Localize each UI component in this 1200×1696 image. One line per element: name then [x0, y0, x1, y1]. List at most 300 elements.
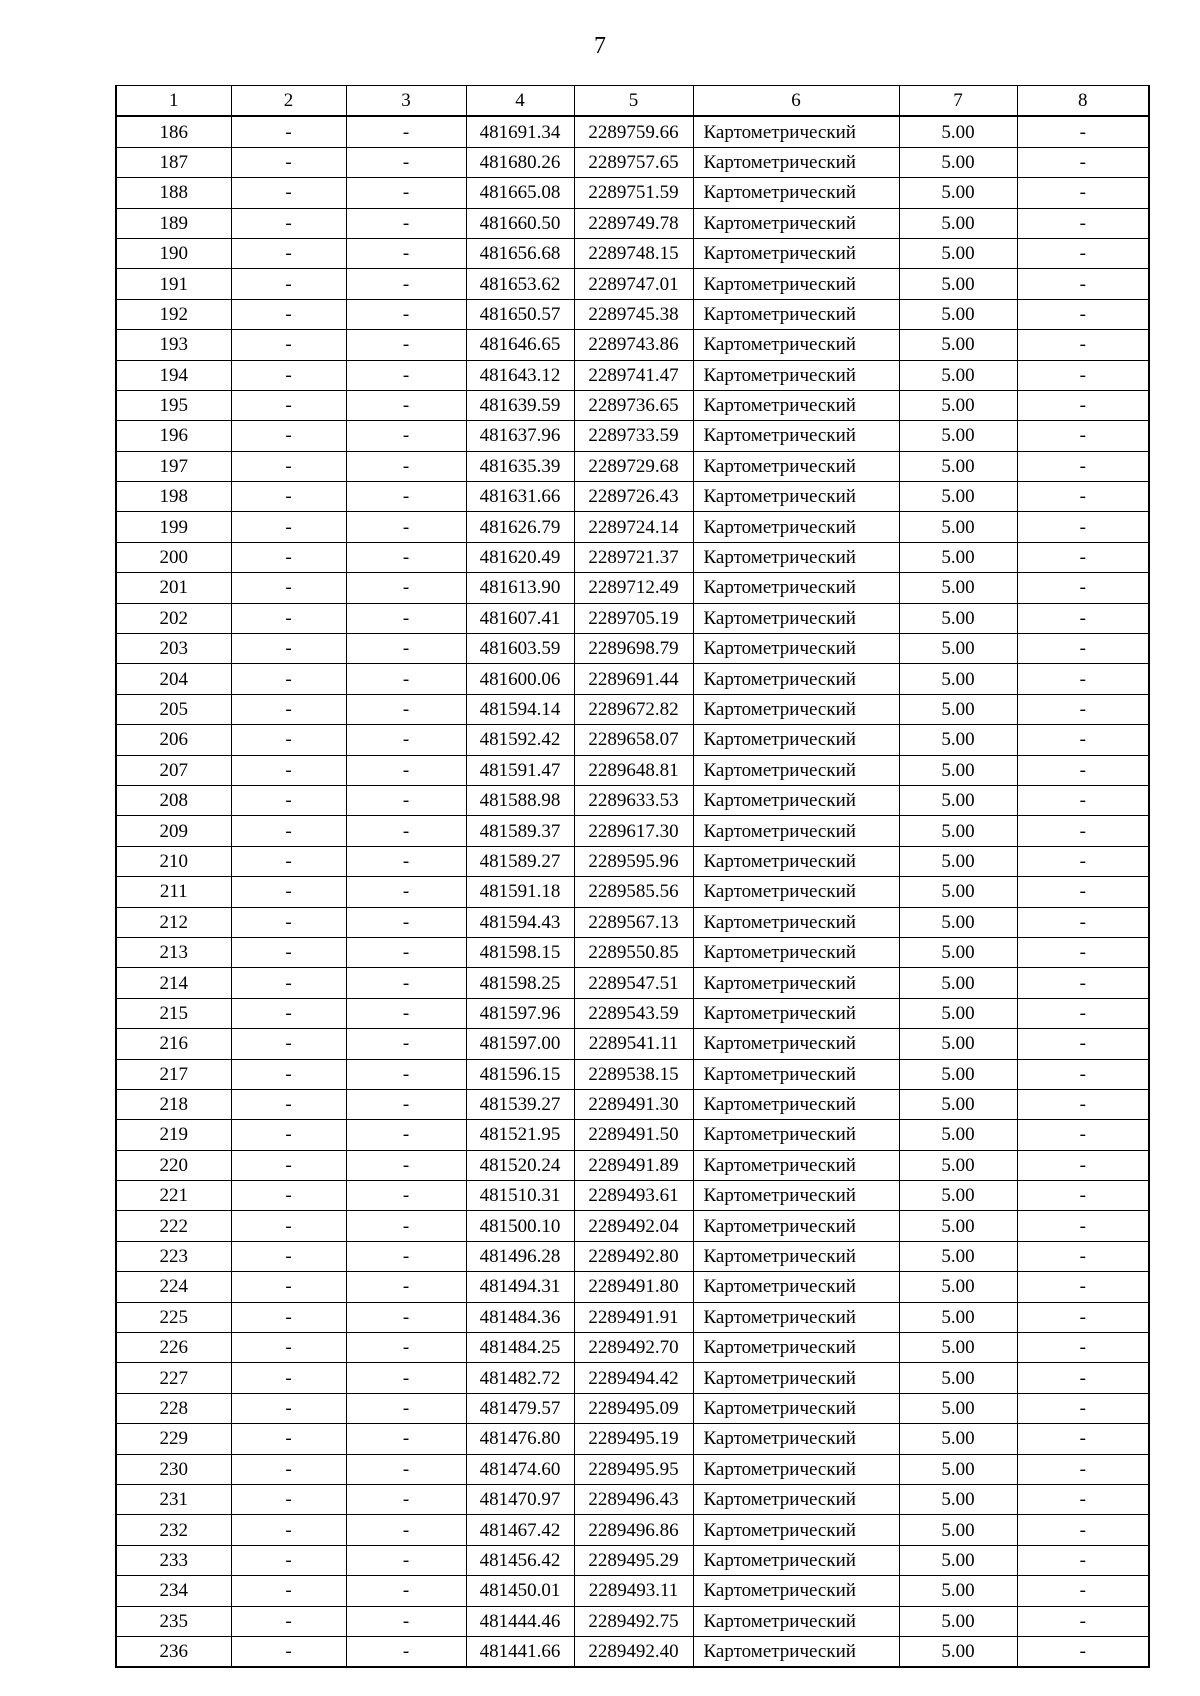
table-row: [116, 1363, 1149, 1393]
y-coordinate-cell: 2289496.86: [574, 1515, 693, 1545]
y-coordinate-cell: 2289495.29: [574, 1545, 693, 1575]
col8-cell: -: [1017, 1241, 1149, 1271]
method-cell: Картометрический: [693, 1241, 899, 1271]
x-coordinate-cell: 481631.66: [466, 482, 574, 512]
x-coordinate-cell: 481596.15: [466, 1059, 574, 1089]
col3-cell: -: [346, 603, 466, 633]
y-coordinate-cell: 2289712.49: [574, 573, 693, 603]
accuracy-cell: 5.00: [899, 573, 1017, 603]
point-number-cell: 207: [116, 755, 231, 785]
accuracy-cell: 5.00: [899, 1333, 1017, 1363]
col8-cell: -: [1017, 208, 1149, 238]
y-coordinate-cell: 2289751.59: [574, 178, 693, 208]
accuracy-cell: 5.00: [899, 1545, 1017, 1575]
accuracy-cell: 5.00: [899, 1181, 1017, 1211]
accuracy-cell: 5.00: [899, 178, 1017, 208]
col2-cell: -: [231, 482, 346, 512]
table-row: [116, 482, 1149, 512]
col2-cell: -: [231, 116, 346, 147]
accuracy-cell: 5.00: [899, 937, 1017, 967]
col3-cell: -: [346, 785, 466, 815]
accuracy-cell: 5.00: [899, 846, 1017, 876]
method-cell: Картометрический: [693, 846, 899, 876]
col3-cell: -: [346, 482, 466, 512]
method-cell: Картометрический: [693, 1089, 899, 1119]
col2-cell: -: [231, 1636, 346, 1667]
col8-cell: -: [1017, 330, 1149, 360]
point-number-cell: 200: [116, 542, 231, 572]
method-cell: Картометрический: [693, 542, 899, 572]
point-number-cell: 221: [116, 1181, 231, 1211]
col2-cell: -: [231, 1424, 346, 1454]
x-coordinate-cell: 481594.14: [466, 694, 574, 724]
x-coordinate-cell: 481680.26: [466, 147, 574, 177]
x-coordinate-cell: 481660.50: [466, 208, 574, 238]
method-cell: Картометрический: [693, 877, 899, 907]
point-number-cell: 195: [116, 390, 231, 420]
point-number-cell: 196: [116, 421, 231, 451]
method-cell: Картометрический: [693, 1484, 899, 1514]
col2-cell: -: [231, 542, 346, 572]
y-coordinate-cell: 2289736.65: [574, 390, 693, 420]
col8-cell: -: [1017, 968, 1149, 998]
col2-cell: -: [231, 512, 346, 542]
point-number-cell: 188: [116, 178, 231, 208]
accuracy-cell: 5.00: [899, 907, 1017, 937]
col8-cell: -: [1017, 1059, 1149, 1089]
method-cell: Картометрический: [693, 1393, 899, 1423]
x-coordinate-cell: 481456.42: [466, 1545, 574, 1575]
table-row: [116, 299, 1149, 329]
col8-cell: -: [1017, 360, 1149, 390]
col3-cell: -: [346, 1393, 466, 1423]
accuracy-cell: 5.00: [899, 816, 1017, 846]
x-coordinate-cell: 481500.10: [466, 1211, 574, 1241]
col2-cell: -: [231, 634, 346, 664]
method-cell: Картометрический: [693, 1150, 899, 1180]
table-row: [116, 907, 1149, 937]
point-number-cell: 229: [116, 1424, 231, 1454]
point-number-cell: 192: [116, 299, 231, 329]
method-cell: Картометрический: [693, 816, 899, 846]
table-row: [116, 1089, 1149, 1119]
point-number-cell: 235: [116, 1606, 231, 1636]
x-coordinate-cell: 481613.90: [466, 573, 574, 603]
x-coordinate-cell: 481494.31: [466, 1272, 574, 1302]
point-number-cell: 216: [116, 1029, 231, 1059]
y-coordinate-cell: 2289491.30: [574, 1089, 693, 1119]
col2-cell: -: [231, 998, 346, 1028]
col2-cell: -: [231, 299, 346, 329]
col3-cell: -: [346, 998, 466, 1028]
point-number-cell: 211: [116, 877, 231, 907]
x-coordinate-cell: 481643.12: [466, 360, 574, 390]
method-cell: Картометрический: [693, 694, 899, 724]
x-coordinate-cell: 481591.47: [466, 755, 574, 785]
point-number-cell: 214: [116, 968, 231, 998]
y-coordinate-cell: 2289658.07: [574, 725, 693, 755]
col3-cell: -: [346, 1424, 466, 1454]
point-number-cell: 217: [116, 1059, 231, 1089]
col2-cell: -: [231, 1302, 346, 1332]
col8-cell: -: [1017, 238, 1149, 268]
method-cell: Картометрический: [693, 147, 899, 177]
col3-cell: -: [346, 1363, 466, 1393]
method-cell: Картометрический: [693, 1181, 899, 1211]
y-coordinate-cell: 2289567.13: [574, 907, 693, 937]
method-cell: Картометрический: [693, 1576, 899, 1606]
y-coordinate-cell: 2289633.53: [574, 785, 693, 815]
col2-cell: -: [231, 1241, 346, 1271]
col2-cell: -: [231, 1363, 346, 1393]
y-coordinate-cell: 2289749.78: [574, 208, 693, 238]
method-cell: Картометрический: [693, 421, 899, 451]
point-number-cell: 220: [116, 1150, 231, 1180]
point-number-cell: 193: [116, 330, 231, 360]
method-cell: Картометрический: [693, 603, 899, 633]
accuracy-cell: 5.00: [899, 1241, 1017, 1271]
col2-cell: -: [231, 330, 346, 360]
table-row: [116, 634, 1149, 664]
accuracy-cell: 5.00: [899, 1211, 1017, 1241]
table-row: [116, 1302, 1149, 1332]
col8-cell: -: [1017, 634, 1149, 664]
point-number-cell: 202: [116, 603, 231, 633]
x-coordinate-cell: 481592.42: [466, 725, 574, 755]
y-coordinate-cell: 2289493.61: [574, 1181, 693, 1211]
table-row: [116, 360, 1149, 390]
y-coordinate-cell: 2289759.66: [574, 116, 693, 147]
col8-cell: -: [1017, 1029, 1149, 1059]
y-coordinate-cell: 2289748.15: [574, 238, 693, 268]
header-cell: 7: [899, 86, 1017, 117]
table-row: [116, 998, 1149, 1028]
point-number-cell: 194: [116, 360, 231, 390]
col2-cell: -: [231, 1150, 346, 1180]
col2-cell: -: [231, 1181, 346, 1211]
point-number-cell: 215: [116, 998, 231, 1028]
table-row: [116, 1120, 1149, 1150]
table-row: [116, 1454, 1149, 1484]
y-coordinate-cell: 2289543.59: [574, 998, 693, 1028]
point-number-cell: 222: [116, 1211, 231, 1241]
col8-cell: -: [1017, 269, 1149, 299]
col3-cell: -: [346, 1515, 466, 1545]
table-row: [116, 147, 1149, 177]
method-cell: Картометрический: [693, 1333, 899, 1363]
col3-cell: -: [346, 451, 466, 481]
point-number-cell: 224: [116, 1272, 231, 1302]
col2-cell: -: [231, 421, 346, 451]
point-number-cell: 208: [116, 785, 231, 815]
x-coordinate-cell: 481597.96: [466, 998, 574, 1028]
y-coordinate-cell: 2289492.04: [574, 1211, 693, 1241]
col8-cell: -: [1017, 573, 1149, 603]
method-cell: Картометрический: [693, 208, 899, 238]
y-coordinate-cell: 2289491.89: [574, 1150, 693, 1180]
accuracy-cell: 5.00: [899, 634, 1017, 664]
header-cell: 1: [116, 86, 231, 117]
col2-cell: -: [231, 360, 346, 390]
table-row: [116, 1059, 1149, 1089]
y-coordinate-cell: 2289491.80: [574, 1272, 693, 1302]
table-row: [116, 1181, 1149, 1211]
col3-cell: -: [346, 573, 466, 603]
point-number-cell: 219: [116, 1120, 231, 1150]
method-cell: Картометрический: [693, 1302, 899, 1332]
col2-cell: -: [231, 269, 346, 299]
col3-cell: -: [346, 208, 466, 238]
col2-cell: -: [231, 1272, 346, 1302]
x-coordinate-cell: 481589.37: [466, 816, 574, 846]
table-row: [116, 390, 1149, 420]
point-number-cell: 190: [116, 238, 231, 268]
col8-cell: -: [1017, 1302, 1149, 1332]
col3-cell: -: [346, 390, 466, 420]
y-coordinate-cell: 2289757.65: [574, 147, 693, 177]
col3-cell: -: [346, 907, 466, 937]
col3-cell: -: [346, 755, 466, 785]
y-coordinate-cell: 2289595.96: [574, 846, 693, 876]
accuracy-cell: 5.00: [899, 603, 1017, 633]
col8-cell: -: [1017, 1363, 1149, 1393]
col8-cell: -: [1017, 1120, 1149, 1150]
col8-cell: -: [1017, 451, 1149, 481]
coordinates-table: [115, 85, 1150, 1668]
x-coordinate-cell: 481588.98: [466, 785, 574, 815]
col2-cell: -: [231, 816, 346, 846]
col8-cell: -: [1017, 816, 1149, 846]
accuracy-cell: 5.00: [899, 238, 1017, 268]
x-coordinate-cell: 481637.96: [466, 421, 574, 451]
table-row: [116, 694, 1149, 724]
col8-cell: -: [1017, 482, 1149, 512]
table-row: [116, 542, 1149, 572]
x-coordinate-cell: 481656.68: [466, 238, 574, 268]
col3-cell: -: [346, 1545, 466, 1575]
accuracy-cell: 5.00: [899, 1302, 1017, 1332]
x-coordinate-cell: 481603.59: [466, 634, 574, 664]
col8-cell: -: [1017, 877, 1149, 907]
accuracy-cell: 5.00: [899, 147, 1017, 177]
col2-cell: -: [231, 1454, 346, 1484]
x-coordinate-cell: 481646.65: [466, 330, 574, 360]
x-coordinate-cell: 481441.66: [466, 1636, 574, 1667]
table-row: [116, 1211, 1149, 1241]
y-coordinate-cell: 2289745.38: [574, 299, 693, 329]
point-number-cell: 199: [116, 512, 231, 542]
table-row: [116, 968, 1149, 998]
point-number-cell: 212: [116, 907, 231, 937]
col2-cell: -: [231, 877, 346, 907]
col3-cell: -: [346, 269, 466, 299]
table-row: [116, 421, 1149, 451]
col3-cell: -: [346, 1576, 466, 1606]
accuracy-cell: 5.00: [899, 1606, 1017, 1636]
table-row: [116, 238, 1149, 268]
col8-cell: -: [1017, 1636, 1149, 1667]
x-coordinate-cell: 481474.60: [466, 1454, 574, 1484]
col8-cell: -: [1017, 299, 1149, 329]
x-coordinate-cell: 481476.80: [466, 1424, 574, 1454]
x-coordinate-cell: 481521.95: [466, 1120, 574, 1150]
accuracy-cell: 5.00: [899, 785, 1017, 815]
col2-cell: -: [231, 725, 346, 755]
accuracy-cell: 5.00: [899, 482, 1017, 512]
table-row: [116, 1545, 1149, 1575]
x-coordinate-cell: 481594.43: [466, 907, 574, 937]
col2-cell: -: [231, 147, 346, 177]
table-row: [116, 816, 1149, 846]
col8-cell: -: [1017, 1576, 1149, 1606]
col2-cell: -: [231, 846, 346, 876]
y-coordinate-cell: 2289495.95: [574, 1454, 693, 1484]
header-cell: 4: [466, 86, 574, 117]
accuracy-cell: 5.00: [899, 1120, 1017, 1150]
point-number-cell: 233: [116, 1545, 231, 1575]
y-coordinate-cell: 2289672.82: [574, 694, 693, 724]
col3-cell: -: [346, 816, 466, 846]
accuracy-cell: 5.00: [899, 877, 1017, 907]
x-coordinate-cell: 481607.41: [466, 603, 574, 633]
col8-cell: -: [1017, 147, 1149, 177]
accuracy-cell: 5.00: [899, 1029, 1017, 1059]
col2-cell: -: [231, 451, 346, 481]
method-cell: Картометрический: [693, 178, 899, 208]
x-coordinate-cell: 481598.15: [466, 937, 574, 967]
accuracy-cell: 5.00: [899, 694, 1017, 724]
col3-cell: -: [346, 1272, 466, 1302]
col3-cell: -: [346, 1606, 466, 1636]
x-coordinate-cell: 481479.57: [466, 1393, 574, 1423]
col8-cell: -: [1017, 1606, 1149, 1636]
col2-cell: -: [231, 968, 346, 998]
col3-cell: -: [346, 725, 466, 755]
accuracy-cell: 5.00: [899, 1363, 1017, 1393]
col8-cell: -: [1017, 603, 1149, 633]
point-number-cell: 218: [116, 1089, 231, 1119]
table-header-row: [116, 86, 1149, 117]
col3-cell: -: [346, 512, 466, 542]
x-coordinate-cell: 481626.79: [466, 512, 574, 542]
header-cell: 2: [231, 86, 346, 117]
col2-cell: -: [231, 1089, 346, 1119]
y-coordinate-cell: 2289491.50: [574, 1120, 693, 1150]
method-cell: Картометрический: [693, 238, 899, 268]
y-coordinate-cell: 2289495.19: [574, 1424, 693, 1454]
table-row: [116, 1393, 1149, 1423]
point-number-cell: 209: [116, 816, 231, 846]
y-coordinate-cell: 2289721.37: [574, 542, 693, 572]
col2-cell: -: [231, 1059, 346, 1089]
table-row: [116, 1424, 1149, 1454]
col2-cell: -: [231, 694, 346, 724]
col8-cell: -: [1017, 1424, 1149, 1454]
col2-cell: -: [231, 664, 346, 694]
x-coordinate-cell: 481691.34: [466, 116, 574, 147]
col2-cell: -: [231, 1333, 346, 1363]
x-coordinate-cell: 481650.57: [466, 299, 574, 329]
y-coordinate-cell: 2289698.79: [574, 634, 693, 664]
table-row: [116, 512, 1149, 542]
x-coordinate-cell: 481665.08: [466, 178, 574, 208]
accuracy-cell: 5.00: [899, 1515, 1017, 1545]
accuracy-cell: 5.00: [899, 1089, 1017, 1119]
accuracy-cell: 5.00: [899, 299, 1017, 329]
table-row: [116, 785, 1149, 815]
table-row: [116, 1150, 1149, 1180]
method-cell: Картометрический: [693, 1636, 899, 1667]
method-cell: Картометрический: [693, 1454, 899, 1484]
point-number-cell: 206: [116, 725, 231, 755]
table-row: [116, 1333, 1149, 1363]
col2-cell: -: [231, 1211, 346, 1241]
method-cell: Картометрический: [693, 1545, 899, 1575]
col8-cell: -: [1017, 1393, 1149, 1423]
method-cell: Картометрический: [693, 1424, 899, 1454]
accuracy-cell: 5.00: [899, 1636, 1017, 1667]
col8-cell: -: [1017, 1333, 1149, 1363]
method-cell: Картометрический: [693, 360, 899, 390]
method-cell: Картометрический: [693, 998, 899, 1028]
col2-cell: -: [231, 755, 346, 785]
col3-cell: -: [346, 1059, 466, 1089]
col3-cell: -: [346, 178, 466, 208]
col3-cell: -: [346, 1241, 466, 1271]
x-coordinate-cell: 481484.36: [466, 1302, 574, 1332]
x-coordinate-cell: 481620.49: [466, 542, 574, 572]
x-coordinate-cell: 481539.27: [466, 1089, 574, 1119]
method-cell: Картометрический: [693, 785, 899, 815]
col3-cell: -: [346, 1636, 466, 1667]
col3-cell: -: [346, 937, 466, 967]
y-coordinate-cell: 2289492.75: [574, 1606, 693, 1636]
col3-cell: -: [346, 694, 466, 724]
col2-cell: -: [231, 603, 346, 633]
table-row: [116, 1241, 1149, 1271]
accuracy-cell: 5.00: [899, 968, 1017, 998]
method-cell: Картометрический: [693, 1606, 899, 1636]
col3-cell: -: [346, 846, 466, 876]
col3-cell: -: [346, 968, 466, 998]
x-coordinate-cell: 481653.62: [466, 269, 574, 299]
col3-cell: -: [346, 1150, 466, 1180]
y-coordinate-cell: 2289729.68: [574, 451, 693, 481]
method-cell: Картометрический: [693, 451, 899, 481]
accuracy-cell: 5.00: [899, 269, 1017, 299]
table-body: [116, 116, 1149, 1667]
col3-cell: -: [346, 1089, 466, 1119]
y-coordinate-cell: 2289743.86: [574, 330, 693, 360]
col2-cell: -: [231, 1576, 346, 1606]
x-coordinate-cell: 481589.27: [466, 846, 574, 876]
method-cell: Картометрический: [693, 1120, 899, 1150]
method-cell: Картометрический: [693, 482, 899, 512]
accuracy-cell: 5.00: [899, 421, 1017, 451]
col2-cell: -: [231, 1484, 346, 1514]
point-number-cell: 201: [116, 573, 231, 603]
y-coordinate-cell: 2289492.70: [574, 1333, 693, 1363]
y-coordinate-cell: 2289495.09: [574, 1393, 693, 1423]
x-coordinate-cell: 481520.24: [466, 1150, 574, 1180]
table-row: [116, 573, 1149, 603]
method-cell: Картометрический: [693, 634, 899, 664]
col2-cell: -: [231, 390, 346, 420]
header-cell: 3: [346, 86, 466, 117]
col2-cell: -: [231, 1393, 346, 1423]
method-cell: Картометрический: [693, 1029, 899, 1059]
col3-cell: -: [346, 877, 466, 907]
